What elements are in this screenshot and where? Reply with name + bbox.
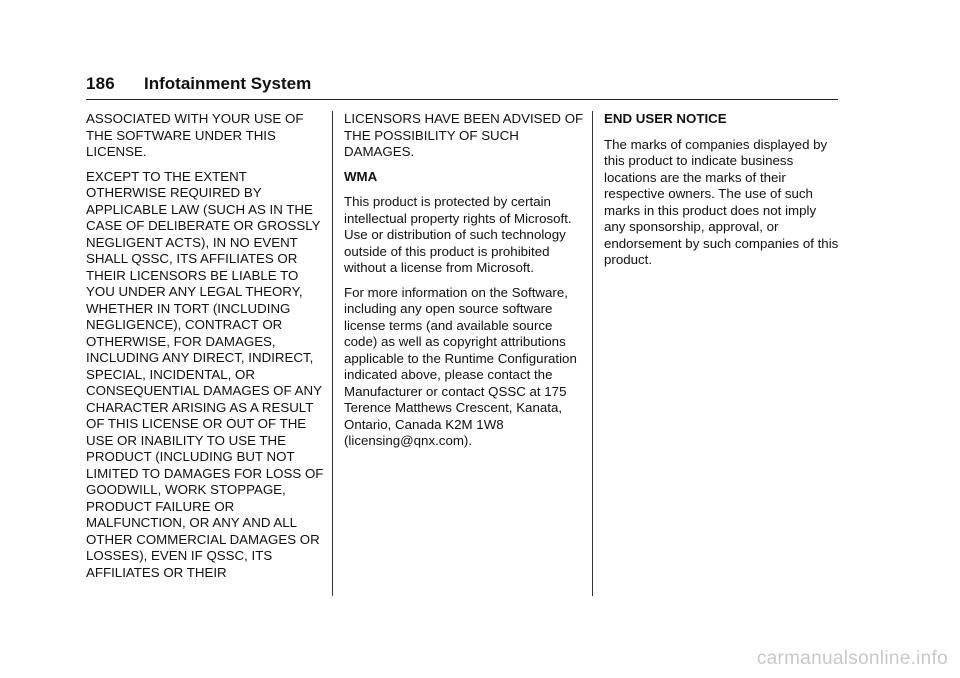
paragraph: ASSOCIATED WITH YOUR USE OF THE SOFTWARE UNDER THIS LICENSE. (86, 111, 304, 159)
column-2 (344, 111, 584, 458)
column-divider (332, 111, 333, 596)
column-divider (592, 111, 593, 596)
column-1 (86, 111, 326, 589)
watermark: carmanualsonline.info (756, 648, 948, 669)
column-3 (604, 111, 840, 277)
page-header (86, 71, 838, 100)
paragraph: EXCEPT TO THE EXTENT OTHERWISE REQUIRED BY APPLICABLE LAW (SUCH AS IN THE CASE OF DELIBERATE OR GROSSLY NEGLIGENT ACTS), IN NO EVENT SHALL QSSC, ITS AFFILIATES OR THEIR LICENSORS BE LIABLE TO YOU UNDER ANY LEGAL THEORY, WHETHER IN TORT (INCLUDING NEGLIGENCE), CONTRACT OR OTHERWISE, FOR DAMAGES, INCLUDING ANY DIRECT, INDIRECT, SPECIAL, INCIDENTAL, OR CONSEQUENTIAL DAMAGES OF ANY CHARACTER ARISING AS A RESULT OF THIS LICENSE OR OUT OF THE USE OR INABILITY TO USE THE PRODUCT (INCLUDING BUT NOT LIMITED TO DAMAGES FOR LOSS OF GOODWILL, WORK STOPPAGE, PRODUCT FAILURE OR MALFUNCTION, OR ANY AND ALL OTHER COMMERCIAL DAMAGES OR LOSSES), EVEN IF QSSC, ITS AFFILIATES OR THEIR (86, 168, 324, 580)
paragraph: This product is protected by certain intellectual property rights of Microsoft. Use or distribution of such technology outside of this product is prohibited without a license from Microsoft. (344, 194, 572, 275)
section-heading-end-user-notice: END USER NOTICE (604, 111, 727, 126)
paragraph: LICENSORS HAVE BEEN ADVISED OF THE POSSIBILITY OF SUCH DAMAGES. (344, 111, 584, 159)
section-heading-wma: WMA (344, 168, 378, 184)
paragraph: The marks of companies displayed by this product to indicate business locations are the marks of their respective owners. The use of such marks in this product does not imply any sponsorship, approval, or endorsement by such companies of this product. (604, 136, 839, 267)
paragraph: For more information on the Software, including any open source software license terms (and available source code) as well as copyright attributions applicable to the Runtime Configuration indicated above, please contact the Manufacturer or contact QSSC at 175 Terence Matthews Crescent, Kanata, Ontario, Canada K2M 1W8 (licensing@qnx.com). (344, 284, 577, 448)
page-number: 186 (86, 74, 115, 93)
section-title: Infotainment System (144, 74, 312, 93)
